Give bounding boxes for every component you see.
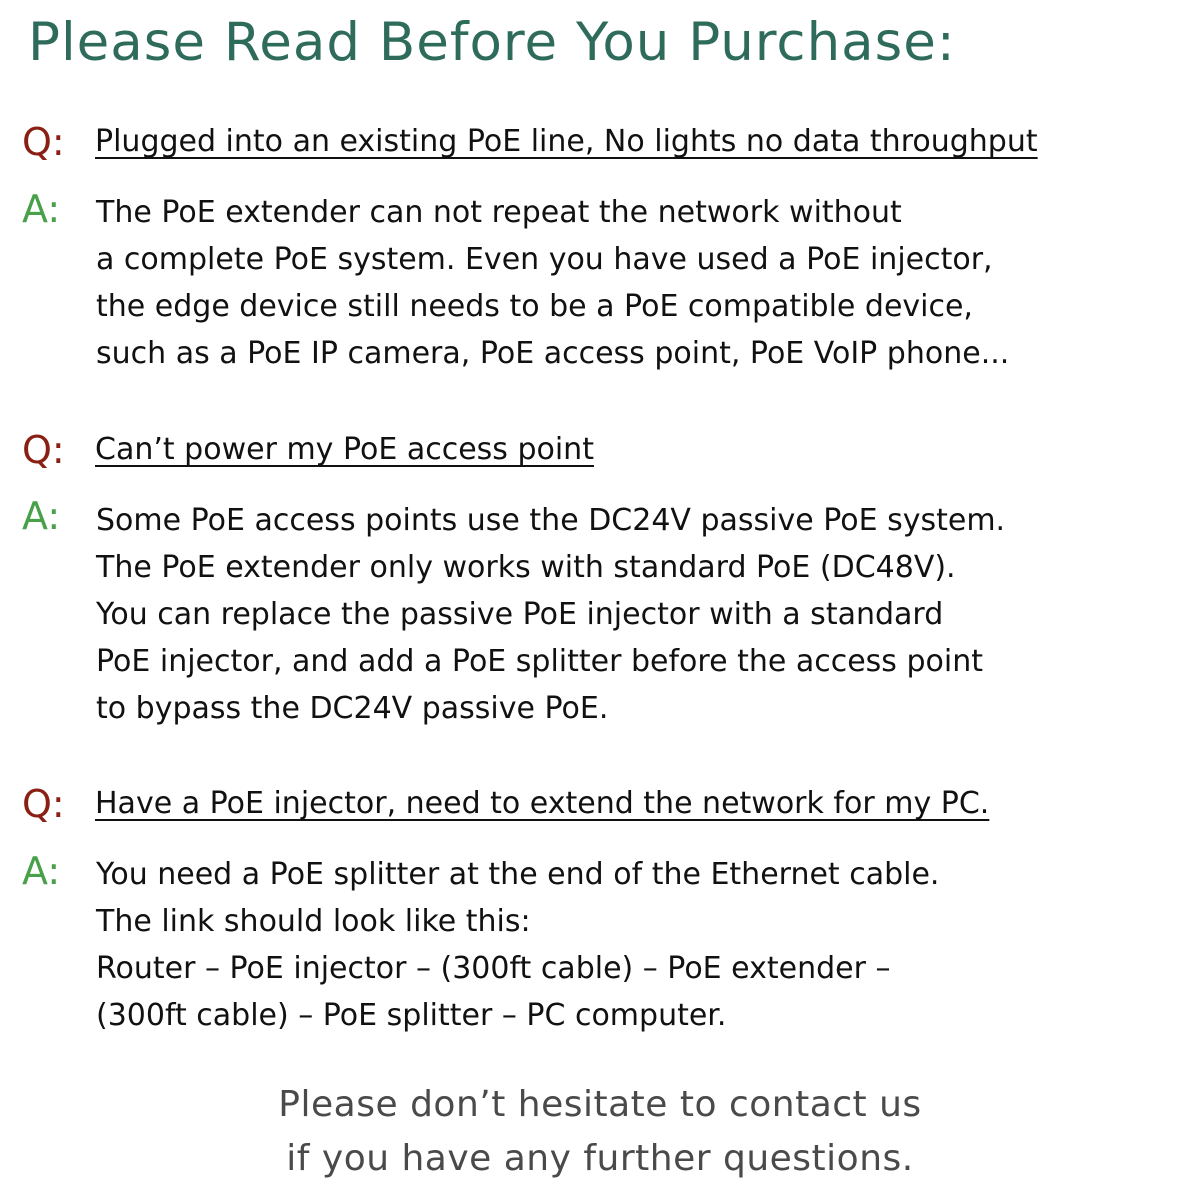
contact-note <box>0 1078 1200 1186</box>
faq-question-1: Plugged into an existing PoE line, No lights no data throughput <box>95 124 1038 159</box>
answer-marker: A: <box>22 187 61 231</box>
answer-marker: A: <box>22 849 61 893</box>
answer-line: to bypass the DC24V passive PoE. <box>96 691 609 726</box>
faq-question-3: Have a PoE injector, need to extend the network for my PC. <box>95 786 990 821</box>
faq-answer-3 <box>96 851 939 1039</box>
answer-line: such as a PoE IP camera, PoE access point, PoE VoIP phone... <box>96 336 1010 371</box>
answer-line: Router – PoE injector – (300ft cable) – PoE extender – <box>96 951 891 986</box>
faq-question-2: Can’t power my PoE access point <box>95 432 594 467</box>
answer-line: You need a PoE splitter at the end of the Ethernet cable. <box>96 857 940 892</box>
answer-line: PoE injector, and add a PoE splitter before the access point <box>96 644 983 679</box>
question-marker: Q: <box>22 782 65 826</box>
faq-answer-1 <box>96 189 1009 377</box>
answer-line: The link should look like this: <box>96 904 531 939</box>
answer-line: (300ft cable) – PoE splitter – PC computer. <box>96 998 727 1033</box>
answer-line: the edge device still needs to be a PoE compatible device, <box>96 289 973 324</box>
answer-line: a complete PoE system. Even you have used a PoE injector, <box>96 242 993 277</box>
contact-note-line: Please don’t hesitate to contact us <box>278 1084 922 1125</box>
question-marker: Q: <box>22 428 65 472</box>
contact-note-line: if you have any further questions. <box>286 1138 914 1179</box>
answer-marker: A: <box>22 494 61 538</box>
page-title: Please Read Before You Purchase: <box>28 12 956 73</box>
answer-line: The PoE extender can not repeat the network without <box>96 195 902 230</box>
answer-line: Some PoE access points use the DC24V passive PoE system. <box>96 503 1006 538</box>
answer-line: You can replace the passive PoE injector with a standard <box>96 597 944 632</box>
answer-line: The PoE extender only works with standard PoE (DC48V). <box>96 550 956 585</box>
question-marker: Q: <box>22 120 65 164</box>
faq-answer-2 <box>96 497 1005 732</box>
